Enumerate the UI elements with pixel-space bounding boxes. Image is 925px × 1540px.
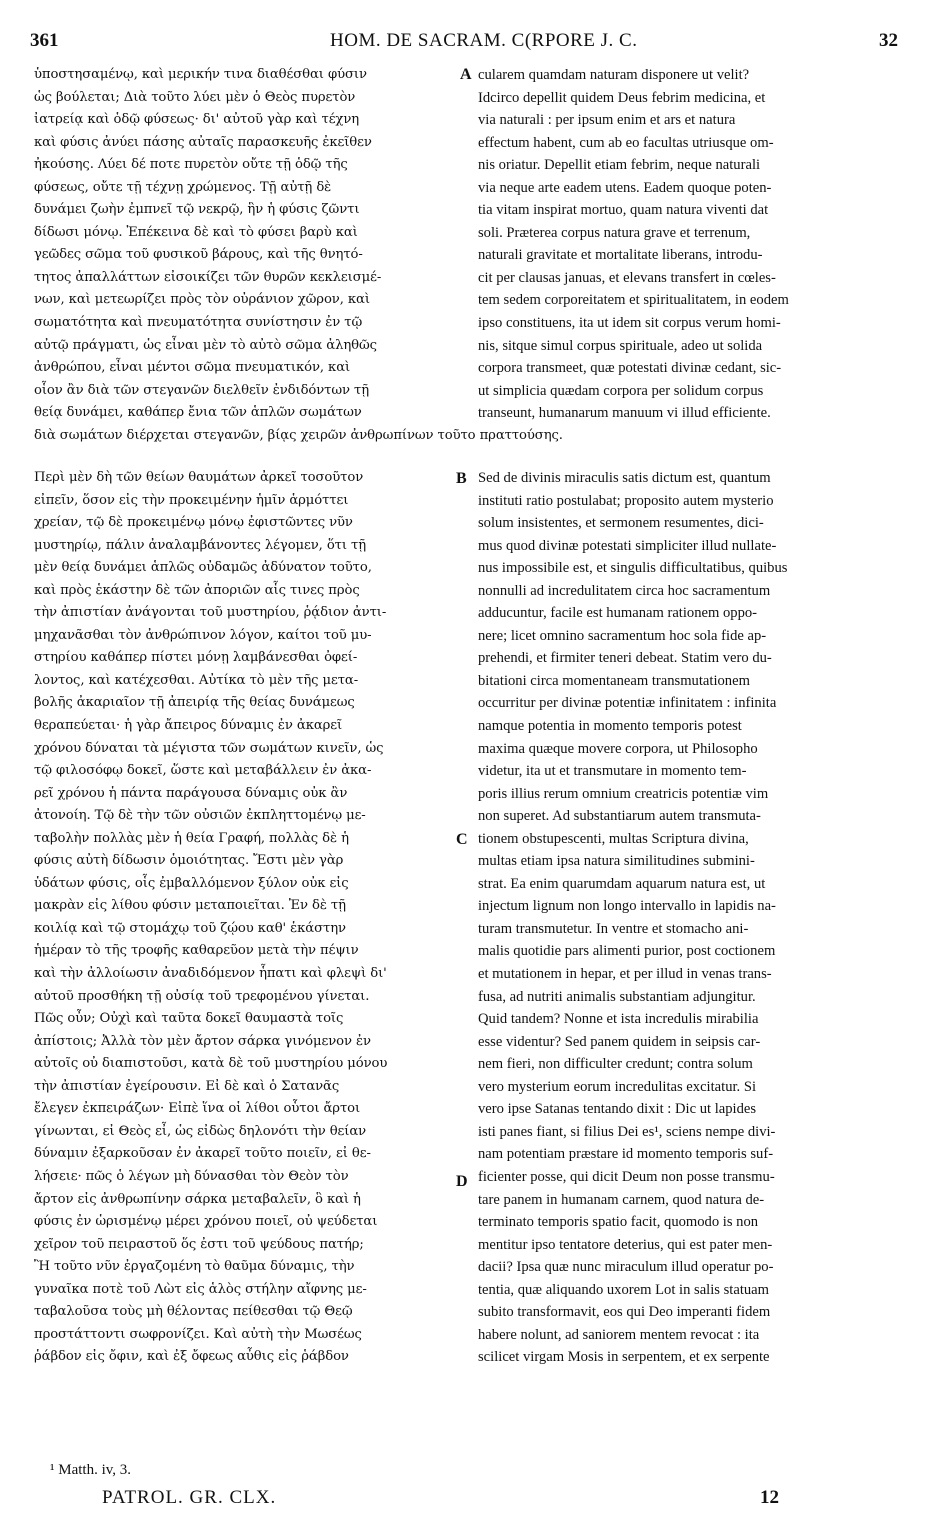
footnote: ¹ Matth. iv, 3.	[50, 1462, 132, 1478]
text-line: λήσειε· πῶς ὁ λέγων μὴ δύνασθαι τὸν Θεὸν τὸν	[34, 1168, 349, 1184]
text-line: κοιλίᾳ καὶ τῷ στομάχῳ τοῦ ζῴου καθ' ἑκάστην	[34, 920, 346, 936]
latin-column-bottom	[478, 467, 890, 1369]
margin-marker-d: D	[456, 1173, 468, 1190]
text-line: habere nolunt, ad saniorem mentem revocat : ita	[478, 1326, 760, 1343]
text-line: Ἢ τοῦτο νῦν ἐργαζομένη τὸ θαῦμα δύναμις, τὴν	[34, 1259, 355, 1275]
text-line: προστάττοντι σωφρονίζει. Καὶ αὐτὴ τὴν Μωσέως	[34, 1326, 362, 1342]
text-line: στηρίου καθάπερ πίστει μόνῃ λαμβάνεσθαι ὀφεί-	[34, 650, 358, 666]
text-line: poris illius rerum omnium creatricis potentiæ vim	[478, 785, 769, 802]
text-line: εἰπεῖν, ὅσον εἰς τὴν προκειμένην ἡμῖν ἁρμόττει	[34, 492, 349, 508]
greek-column-top	[34, 64, 563, 447]
text-line: corpora transmeet, quæ potestati divinæ cedant, sic-	[478, 360, 782, 377]
text-line: καὶ τὴν ἀλλοίωσιν ἀναδιδόμενον ἧπατι καὶ φλεψὶ δι'	[34, 966, 387, 982]
text-line: cularem quamdam naturam disponere ut velit?	[478, 67, 750, 83]
text-line: nere; licet omnino sacramentum hoc sola fide ap-	[478, 627, 767, 644]
text-line: namque potentia in momento temporis potest	[478, 718, 742, 735]
text-line: βολῆς ἀκαριαῖον τῇ ἀπειρίᾳ τῆς θείας δυνάμεως	[34, 695, 355, 711]
text-line: σωματότητα καὶ πνευματότητα συνίστησιν ἐν τῷ	[34, 315, 363, 331]
text-line: τητος ἀπαλλάττων εἰσοικίζει τῶν θυρῶν κεκλεισμέ-	[34, 269, 382, 285]
text-line: strat. Ea enim quarumdam aquarum natura est, ut	[478, 875, 766, 892]
text-line: isti panes fiant, si filius Dei es¹, sciens nempe divi-	[478, 1123, 776, 1140]
text-line: ut simplicia quædam corpora per solidum corpus	[478, 382, 764, 399]
text-line: ὡς βούλεται; Διὰ τοῦτο λύει μὲν ὁ Θεὸς πυρετὸν	[34, 89, 356, 105]
text-line: bitationi circa momentaneam transmutationem	[478, 672, 750, 689]
text-line: ἄρτον εἰς ἀνθρωπίνην σάρκα μεταβαλεῖν, ὃ καὶ ἡ	[34, 1191, 361, 1207]
text-line: φύσις αὐτὴ δίδωσιν ὁμοιότητας. Ἔστι μὲν γὰρ	[34, 853, 344, 869]
text-line: cit per clausas januas, et elevans transfert in cœles-	[478, 269, 776, 286]
text-line: turam transmutetur. In ventre et stomacho ani-	[478, 920, 749, 937]
margin-marker-c: C	[456, 831, 468, 848]
text-line: ἀνθρώπου, εἶναι μέντοι σῶμα πνευματικόν, καὶ	[34, 360, 351, 376]
text-line: καὶ πρὸς ἑκάστην δὲ τῶν ἀποριῶν αἷς τινες πρὸς	[34, 582, 360, 598]
text-line: ταβολὴν πολλὰς μὲν ἡ θεία Γραφή, πολλὰς δὲ ἡ	[34, 830, 349, 846]
text-line: ἀπίστοις; Ἀλλὰ τὸν μὲν ἄρτον σάρκα γινόμενον ἐν	[34, 1033, 371, 1049]
text-line: maxima quæque movere corpora, ut Philosopho	[478, 740, 758, 757]
text-line: occurritur per divinæ potentiæ infinitatem : infinita	[478, 695, 777, 712]
text-line: δυνάμει ζωὴν ἐμπνεῖ τῷ νεκρῷ, ἣν ἡ φύσις ζῶντι	[34, 202, 360, 218]
text-line: via neque arte eadem utens. Eadem quoque poten-	[478, 179, 772, 196]
text-line: adducuntur, facile est humanam rationem oppo-	[478, 605, 758, 622]
text-line: ipso constituens, ita ut idem sit corpus verum homi-	[478, 315, 781, 332]
text-line: malis quotidie pars alimenti purior, post coctionem	[478, 943, 776, 960]
text-line: vero mysterium eorum incredulitas excitatur. Si	[478, 1078, 757, 1095]
text-line: mus quod divinæ potestati simpliciter illud nullate-	[478, 537, 777, 554]
text-line: vero ipse Satanas tentando dixit : Dic ut lapides	[478, 1101, 757, 1118]
text-line: Quid tandem? Nonne et ista incredulis mirabilia	[478, 1011, 759, 1028]
text-line: ὑποστησαμένῳ, καὶ μερικήν τινα διαθέσθαι φύσιν	[34, 67, 367, 82]
text-line: scilicet virgam Mosis in serpentem, et ex serpente	[478, 1349, 770, 1366]
footer-source: PATROL. GR. CLX.	[102, 1487, 277, 1508]
text-line: transeunt, humanarum manuum vi illud efficiente.	[478, 405, 771, 422]
page-number-left: 361	[30, 30, 59, 51]
text-line: ταβαλοῦσα τοὺς μὴ θέλοντας πείθεσθαι τῷ Θεῷ	[34, 1304, 353, 1320]
text-line: καὶ φύσις ἀνύει πάσης αὐταῖς παρασκευῆς ἐκεῖθεν	[34, 134, 372, 150]
text-line: non superet. Ad substantiarum autem transmuta-	[478, 808, 761, 825]
text-line: esse videntur? Sed panem quidem in seipsis car-	[478, 1033, 761, 1050]
text-line: nem fieri, non difficulter credunt; contra solum	[478, 1056, 753, 1073]
text-line: multas etiam ipsa natura similitudines submini-	[478, 853, 755, 870]
text-line: θεραπεύεται· ἡ γὰρ ἄπειρος δύναμις ἐν ἀκαρεῖ	[34, 718, 343, 734]
text-line: αὐτοῖς οὐ διαπιστοῦσι, κατὰ δὲ τοῦ μυστηρίου μόνου	[34, 1056, 388, 1072]
text-line: ρεῖ χρόνου ἡ πάντα παράγουσα δύναμις οὐκ ἂν	[34, 785, 348, 801]
margin-marker-b: B	[456, 470, 467, 487]
text-line: ficienter posse, qui dicit Deum non posse transmu-	[478, 1168, 775, 1185]
text-line: ῥάβδον εἰς ὄφιν, καὶ ἐξ ὄφεως αὖθις εἰς ῥάβδον	[34, 1349, 349, 1365]
text-line: αὐτοῦ προσθήκη τῇ οὐσίᾳ τοῦ τρεφομένου γίνεται.	[34, 988, 370, 1004]
text-line: τῷ φιλοσόφῳ δοκεῖ, ὥστε καὶ μεταβάλλειν ἐν ἀκα-	[34, 763, 372, 779]
text-line: Περὶ μὲν δὴ τῶν θείων θαυμάτων ἀρκεῖ τοσοῦτον	[34, 470, 364, 485]
text-line: μηχανᾶσθαι τὸν ἀνθρώπινον λόγον, καίτοι τοῦ μυ-	[34, 627, 372, 643]
text-line: ἡμέραν τὸ τῆς τροφῆς καθαρεῦον μετὰ τὴν πέψιν	[34, 943, 359, 959]
text-line: mentitur ipso tentatore deterius, qui est pater men-	[478, 1236, 773, 1253]
text-line: Idcirco depellit quidem Deus febrim medicina, et	[478, 89, 766, 106]
text-line: ἰατρείᾳ καὶ ὁδῷ φύσεως· δι' αὐτοῦ γὰρ καὶ τέχνη	[34, 112, 360, 128]
text-line: ἀτονοίη. Τῷ δὲ τὴν τῶν οὐσιῶν ἐκπληττομένῳ με-	[34, 808, 366, 824]
greek-column-bottom	[34, 467, 459, 1369]
text-line: γίνωνται, εἰ Θεὸς εἶ, ὡς εἰδὼς δηλονότι τὴν θείαν	[34, 1123, 367, 1139]
text-line: ἠκούσης. Λύει δέ ποτε πυρετὸν οὔτε τῇ ὁδῷ τῆς	[34, 157, 348, 173]
margin-marker-a: A	[460, 66, 472, 83]
text-line: μὲν θείᾳ δυνάμει ἁπλῶς οὐδαμῶς ἀδύνατον τοῦτο,	[34, 560, 372, 576]
text-line: δίδωσι μόνῳ. Ἐπέκεινα δὲ καὶ τὸ φύσει βαρὺ καὶ	[34, 224, 358, 240]
text-line: et mutationem in hepar, et per illud in venas trans-	[478, 966, 772, 983]
text-line: nis, sitque simul corpus spirituale, adeo ut solida	[478, 337, 763, 354]
text-line: τὴν ἀπιστίαν ἐγείρουσιν. Εἰ δὲ καὶ ὁ Σατανᾶς	[34, 1078, 340, 1094]
running-title: HOM. DE SACRAM. C(RPORE J. C.	[330, 30, 638, 51]
text-line: χρόνου δύναται τὰ μέγιστα τῶν σωμάτων κινεῖν, ὡς	[34, 740, 384, 756]
text-line: effectum habent, cum ab eo facultas utriusque om-	[478, 134, 774, 151]
text-line: via naturali : per ipsum enim et ars et natura	[478, 112, 736, 129]
text-line: dacii? Ipsa quæ nunc miraculum illud operatur po-	[478, 1259, 774, 1276]
text-line: ὑδάτων φύσις, οἷς ἐμβαλλόμενον ξύλον οὐκ εἰς	[34, 875, 349, 891]
text-line: διὰ σωμάτων διέρχεται στεγανῶν, βίᾳς χειρῶν ἀνθρωπίνων τοῦτο πραττούσης.	[34, 427, 563, 443]
text-line: tia vitam inspirat mortuo, quam natura viventi dat	[478, 202, 769, 219]
text-line: instituti ratio postulabat; proposito autem mysterio	[478, 492, 774, 509]
text-line: tem sedem corporeitatem et spiritualitatem, in eodem	[478, 292, 789, 309]
text-line: soli. Præterea corpus natura grave et terrenum,	[478, 224, 751, 241]
text-line: solum insistentes, et sermonem resumentes, dici-	[478, 515, 764, 532]
text-line: terminato temporis spatio facit, quomodo is non	[478, 1214, 759, 1231]
text-line: subito transformavit, eos qui Deo imperanti fidem	[478, 1304, 771, 1321]
text-line: θείᾳ δυνάμει, καθάπερ ἔνια τῶν ἁπλῶν σωμάτων	[34, 405, 362, 421]
text-line: naturali gravitate et mortalitate liberans, introdu-	[478, 247, 763, 264]
text-line: μυστηρίῳ, πάλιν ἀναλαμβάνοντες λέγομεν, ὅτι τῇ	[34, 537, 367, 553]
latin-column-top	[478, 64, 890, 425]
text-line: tare panem in humanam carnem, quod natura de-	[478, 1191, 765, 1208]
text-line: λοντος, καὶ κατέχεσθαι. Αὐτίκα τὸ μὲν τῆς μετα-	[34, 672, 359, 688]
text-line: φύσις ἐν ὡρισμένῳ μέρει χρόνου ποιεῖ, οὐ ψεύδεται	[34, 1214, 378, 1230]
text-line: χρείαν, τῷ δὲ προκειμένῳ μόνῳ ἐφιστῶντες νῦν	[34, 515, 353, 531]
text-line: δύναμιν ἐξαρκοῦσαν ἐν ἀκαρεῖ τοῦτο ποιεῖν, εἰ θε-	[34, 1146, 371, 1162]
text-line: γυναῖκα ποτὲ τοῦ Λὼτ εἰς ἁλὸς στήλην αἴφνης με-	[34, 1281, 367, 1297]
text-line: tionem obstupescenti, multas Scriptura divina,	[478, 830, 749, 847]
text-line: injectum lignum non longo intervallo in lapidis na-	[478, 898, 776, 915]
text-line: νων, καὶ μετεωρίζει πρὸς τὸν οὐράνιον χῶρον, καὶ	[34, 292, 370, 308]
text-line: nus impossibile est, et singulis difficultatibus, quibus	[478, 560, 788, 577]
text-line: μακρὰν εἰς λίθου φύσιν μεταποιεῖται. Ἐν δὲ τῇ	[34, 898, 346, 914]
text-line: ἔλεγεν ἐκπειράζων· Εἰπὲ ἵνα οἱ λίθοι οὗτοι ἄρτοι	[34, 1101, 361, 1117]
text-line: videtur, ita ut et transmutare in momento tem-	[478, 763, 747, 780]
page-number-right: 3⁠2	[879, 30, 898, 51]
text-line: Πῶς οὖν; Οὐχὶ καὶ ταῦτα δοκεῖ θαυμαστὰ τοῖς	[34, 1011, 344, 1027]
text-line: τὴν ἀπιστίαν ἀνάγονται τοῦ μυστηρίου, ῥᾴδιον ἀντι-	[34, 605, 387, 621]
text-line: Sed de divinis miraculis satis dictum est, quantum	[478, 470, 771, 486]
text-line: nonnulli ad incredulitatem circa hoc sacramentum	[478, 582, 771, 599]
text-line: nam potentiam præstare id momento temporis suf-	[478, 1146, 774, 1163]
footer-signature: 12	[760, 1487, 779, 1508]
page-header	[30, 30, 898, 56]
text-line: γεῶδες σῶμα τοῦ φυσικοῦ βάρους, καὶ τῆς θνητό-	[34, 247, 363, 263]
text-line: αὐτῷ πράγματι, ὡς εἶναι μὲν τὸ αὐτὸ σῶμα ἀληθῶς	[34, 337, 377, 353]
text-line: χεῖρον τοῦ πειραστοῦ ὅς ἐστι τοῦ ψεύδους πατήρ;	[34, 1236, 364, 1252]
text-line: οἷον ἂν διὰ τῶν στεγανῶν διελθεῖν ἐνδιδόντων τῇ	[34, 382, 370, 398]
text-line: tentia, quæ aliquando uxorem Lot in salis statuam	[478, 1281, 770, 1298]
text-line: fusa, ad nutriti animalis substantiam adjungitur.	[478, 988, 756, 1005]
text-line: nis oriatur. Depellit etiam febrim, neque naturali	[478, 157, 761, 174]
text-line: φύσεως, οὔτε τῇ τέχνῃ χρώμενος. Τῇ αὐτῇ δὲ	[34, 179, 332, 195]
text-line: prehendi, et firmiter teneri debeat. Statim vero du-	[478, 650, 772, 667]
